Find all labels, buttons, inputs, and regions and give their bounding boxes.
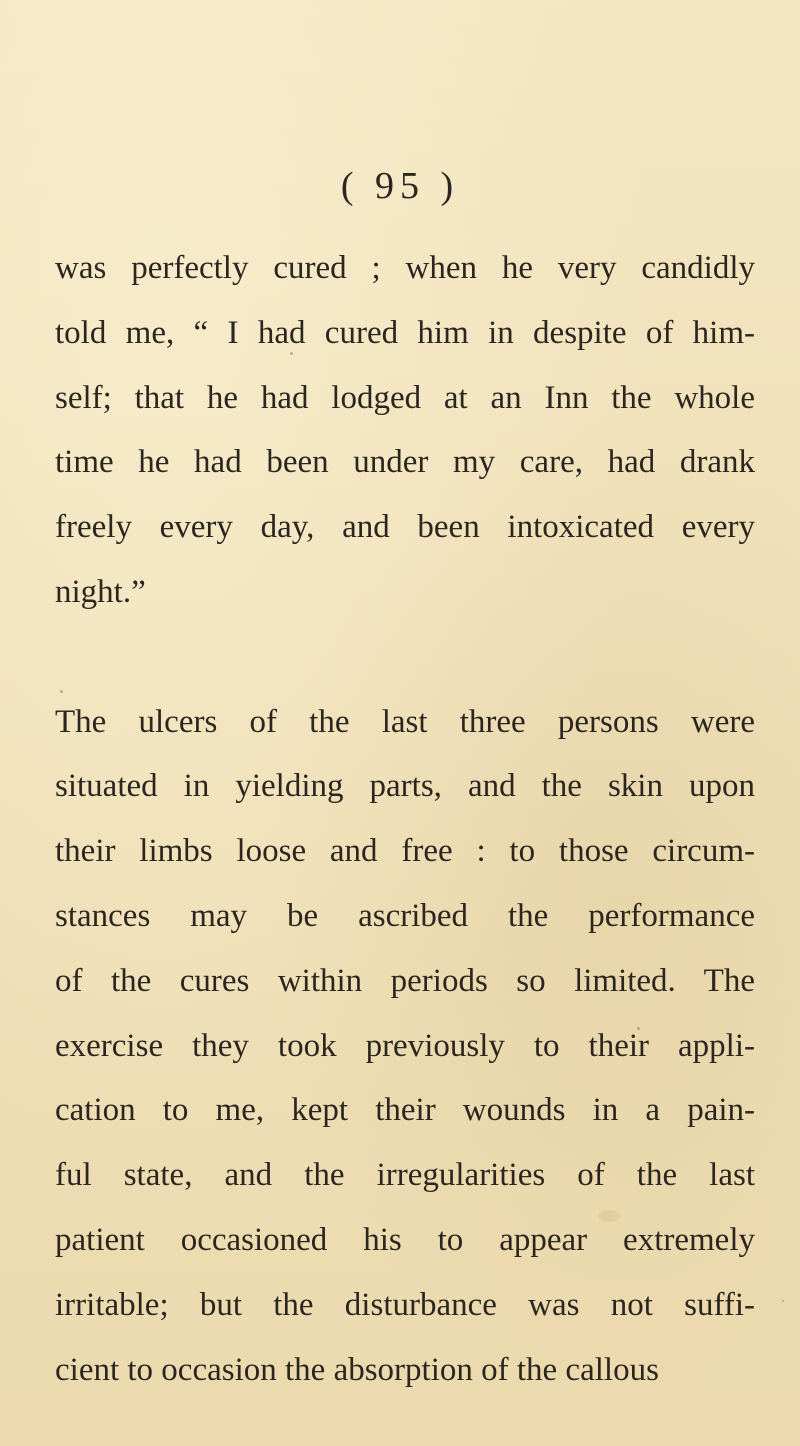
paper-speck — [782, 1300, 784, 1302]
paragraph-2 — [55, 690, 755, 1403]
text-line: freely every day, and been intoxicated every — [55, 509, 755, 546]
paragraph-gap — [55, 625, 755, 690]
text-line: patient occasioned his to appear extremely — [55, 1221, 755, 1258]
text-line: of the cures within periods so limited. The — [55, 962, 755, 999]
text-line: told me, “ I had cured him in despite of him- — [55, 314, 755, 351]
text-line: cient to occasion the absorption of the callous — [55, 1351, 659, 1388]
text-line: exercise they took previously to their appli- — [55, 1027, 755, 1064]
paper-speck — [598, 1210, 620, 1222]
text-line: stances may be ascribed the performance — [55, 897, 755, 934]
page-number: ( 95 ) — [340, 165, 460, 207]
text-line: cation to me, kept their wounds in a pain- — [55, 1092, 755, 1129]
text-line: ful state, and the irregularities of the last — [55, 1157, 755, 1194]
paper-speck — [637, 1027, 640, 1030]
page-body — [55, 236, 755, 1402]
text-line: was perfectly cured ; when he very candidly — [55, 250, 755, 286]
text-line: their limbs loose and free : to those circum- — [55, 833, 755, 870]
text-line: time he had been under my care, had drank — [55, 444, 755, 481]
paper-speck — [60, 690, 63, 693]
text-line: night.” — [55, 573, 146, 610]
text-line: self; that he had lodged at an Inn the whole — [55, 379, 755, 416]
paragraph-1 — [55, 236, 755, 625]
text-line: The ulcers of the last three persons were — [55, 703, 755, 740]
text-line: irritable; but the disturbance was not suffi- — [55, 1286, 755, 1323]
text-line: situated in yielding parts, and the skin upon — [55, 768, 755, 805]
paper-speck — [290, 352, 293, 355]
